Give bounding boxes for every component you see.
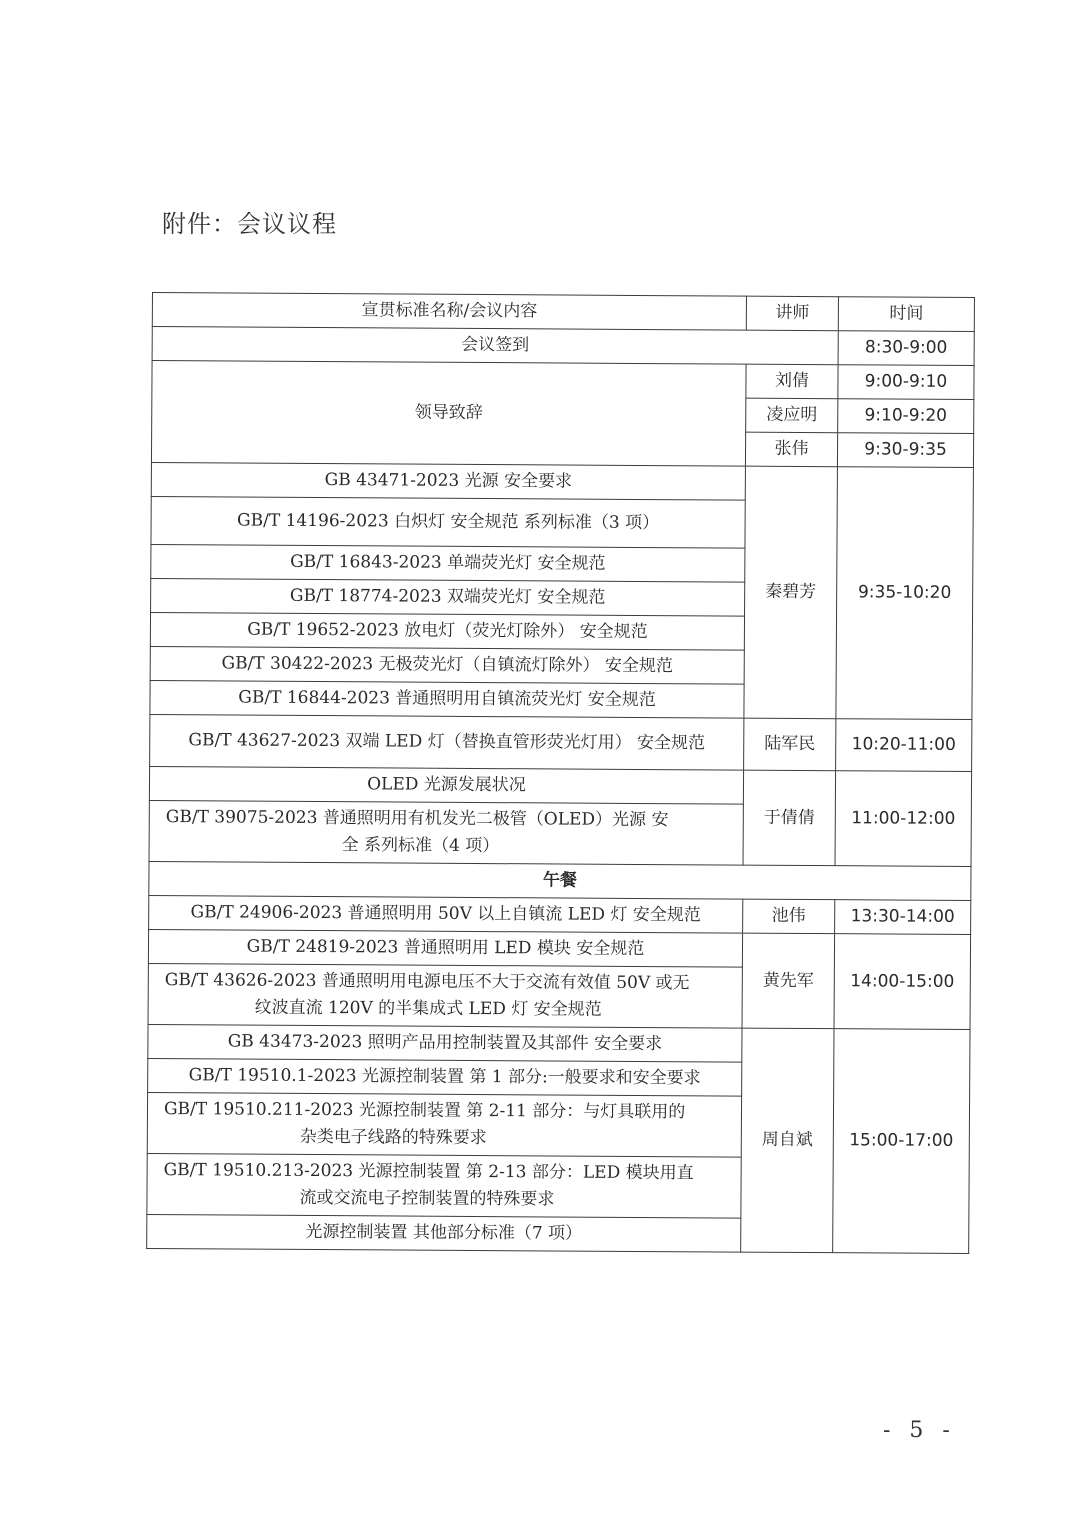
table-row	[152, 327, 974, 366]
lunch-row	[149, 861, 971, 900]
header-time: 时间	[838, 297, 974, 332]
group5-lecturer: 黄先军	[742, 933, 835, 1029]
header-content: 宣贯标准名称/会议内容	[152, 293, 746, 331]
signin-content: 会议签到	[152, 327, 838, 365]
table-row	[148, 929, 970, 968]
group5-time: 14:00-15:00	[834, 934, 971, 1030]
standard-item: GB/T 30422-2023 无极荧光灯（自镇流灯除外） 安全规范	[150, 646, 744, 684]
group4-time: 13:30-14:00	[835, 900, 971, 935]
group1-time: 9:35-10:20	[836, 467, 974, 720]
welcome-time-3: 9:30-9:35	[837, 433, 973, 468]
header-lecturer: 讲师	[746, 296, 838, 331]
group1-lecturer: 秦碧芳	[744, 466, 838, 719]
group3-time: 11:00-12:00	[835, 771, 972, 867]
welcome-lecturer-2: 凌应明	[746, 398, 838, 433]
page-number: - 5 -	[883, 1418, 956, 1443]
group3-lecturer: 于倩倩	[743, 770, 836, 866]
table-row	[149, 766, 971, 805]
standard-item	[147, 1153, 741, 1218]
standard-item-line-1: GB/T 43626-2023 普通照明用电源电压不大于交流有效值 50V 或无	[164, 970, 690, 994]
standard-item: GB/T 16844-2023 普通照明用自镇流荧光灯 安全规范	[150, 680, 744, 718]
standard-item-line-1: GB/T 39075-2023 普通照明用有机发光二极管（OLED）光源 安	[165, 807, 669, 831]
standard-item: GB/T 19652-2023 放电灯（荧光灯除外） 安全规范	[150, 612, 744, 650]
lunch-label: 午餐	[149, 861, 971, 900]
signin-time: 8:30-9:00	[838, 331, 974, 366]
standard-item: GB/T 16843-2023 单端荧光灯 安全规范	[151, 544, 745, 582]
group2-lecturer: 陆军民	[744, 718, 836, 771]
standard-item: GB/T 24819-2023 普通照明用 LED 模块 安全规范	[148, 929, 742, 967]
attachment-title: 附件：会议议程	[162, 210, 337, 238]
table-row	[151, 462, 973, 501]
standard-item: 光源控制装置 其他部分标准（7 项）	[147, 1214, 741, 1252]
standard-item-line-2: 全 系列标准（4 项）	[341, 835, 500, 857]
table-row	[150, 714, 972, 771]
standard-item-line-1: GB/T 19510.211-2023 光源控制装置 第 2-11 部分：与灯具联用的	[163, 1099, 686, 1123]
standard-item: GB 43471-2023 光源 安全要求	[151, 462, 745, 500]
group6-time: 15:00-17:00	[833, 1029, 970, 1254]
standard-item-line-2: 纹波直流 120V 的半集成式 LED 灯 安全规范	[254, 997, 602, 1020]
welcome-content: 领导致辞	[151, 361, 746, 467]
agenda-table	[146, 292, 975, 1254]
table-row	[149, 895, 971, 934]
welcome-time-2: 9:10-9:20	[838, 399, 974, 434]
group6-lecturer: 周自斌	[741, 1028, 834, 1253]
group2-time: 10:20-11:00	[836, 719, 972, 772]
standard-item: GB/T 19510.1-2023 光源控制装置 第 1 部分:一般要求和安全要求	[148, 1058, 742, 1096]
standard-item	[148, 963, 742, 1028]
standard-item	[147, 1092, 741, 1157]
standard-item-line-2: 流或交流电子控制装置的特殊要求	[299, 1187, 555, 1210]
standard-item-line-2: 杂类电子线路的特殊要求	[299, 1126, 487, 1149]
welcome-lecturer-3: 张伟	[745, 432, 837, 467]
standard-item: OLED 光源发展状况	[149, 766, 743, 804]
table-row	[152, 361, 974, 400]
standard-item-line-1: GB/T 19510.213-2023 光源控制装置 第 2-13 部分：LED 模块用直	[163, 1160, 694, 1184]
standard-item: GB 43473-2023 照明产品用控制装置及其部件 安全要求	[148, 1024, 742, 1062]
welcome-lecturer-1: 刘倩	[746, 364, 838, 399]
table-row	[148, 1024, 970, 1063]
standard-item: GB/T 43627-2023 双端 LED 灯（替换直管形荧光灯用） 安全规范	[150, 714, 744, 770]
standard-item: GB/T 24906-2023 普通照明用 50V 以上自镇流 LED 灯 安全规范	[149, 895, 743, 933]
standard-item	[149, 800, 743, 865]
standard-item: GB/T 18774-2023 双端荧光灯 安全规范	[151, 578, 745, 616]
table-header-row	[152, 293, 974, 332]
standard-item: GB/T 14196-2023 白炽灯 安全规范 系列标准（3 项）	[151, 496, 745, 548]
group4-lecturer: 池伟	[743, 899, 835, 934]
welcome-time-1: 9:00-9:10	[838, 365, 974, 400]
